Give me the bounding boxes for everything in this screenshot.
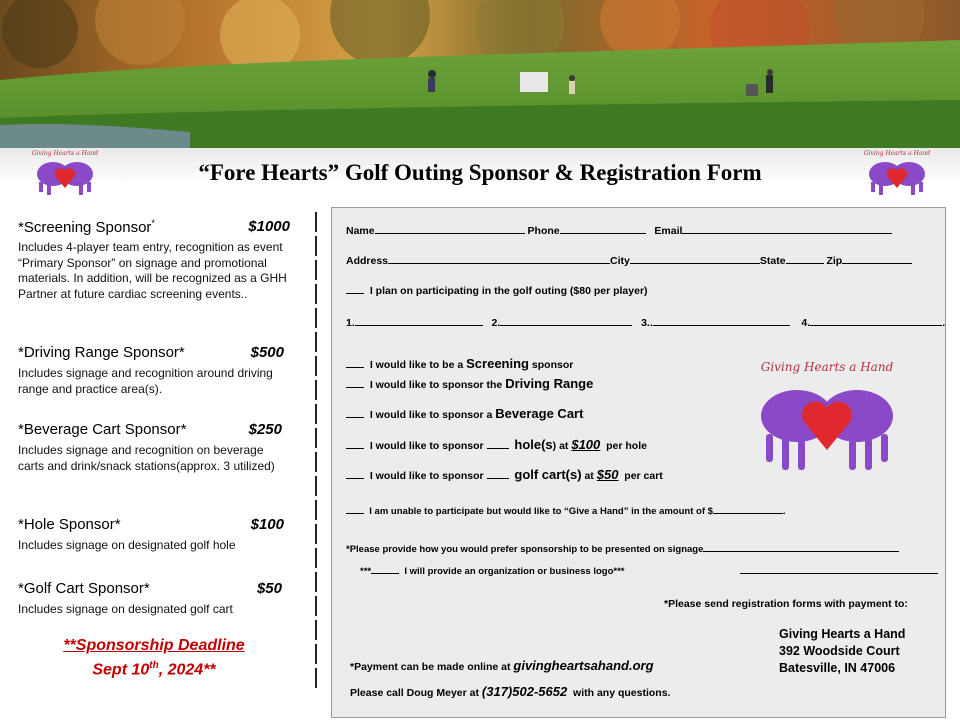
state-field[interactable] [786, 254, 824, 264]
hole-option[interactable]: I would like to sponsor hole(s) at $100 per hole [346, 437, 647, 452]
sponsorship-deadline: **Sponsorship Deadline Sept 10th, 2024** [63, 637, 245, 679]
tier-golf-cart [18, 580, 290, 618]
driving-range-option[interactable]: I would like to sponsor the Driving Range [346, 376, 593, 391]
city-field[interactable] [630, 254, 760, 264]
player-names-row: 1. 2. 3.. 4. . [346, 317, 946, 329]
tier-description: Includes signage and recognition on beverage carts and drink/snack stations(approx. 3 utilized) [18, 443, 275, 473]
signage-field[interactable] [703, 542, 899, 552]
pay-online-note: *Payment can be made online at givingheartsahand.org [350, 658, 654, 673]
address-field[interactable] [388, 254, 610, 264]
tier-price: $250 [248, 421, 282, 438]
player-1-field[interactable] [355, 316, 483, 326]
tier-price: $100 [250, 516, 284, 533]
cart-count-field[interactable] [487, 469, 509, 479]
name-field[interactable] [375, 224, 525, 234]
checkbox-line[interactable] [346, 284, 364, 294]
registration-form [331, 207, 946, 718]
handprint-heart-icon [752, 378, 902, 473]
logo-caption: Giving Hearts a Hand [760, 360, 894, 374]
phone-field[interactable] [560, 224, 646, 234]
contact-note: Please call Doug Meyer at (317)502-5652 with any questions. [350, 684, 671, 699]
player-3-field[interactable] [653, 316, 790, 326]
tier-beverage-cart [18, 421, 290, 474]
tier-name: *Hole Sponsor* [18, 516, 121, 533]
give-a-hand-option[interactable]: I am unable to participate but would like to “Give a Hand” in the amount of $ . [346, 504, 786, 517]
send-instructions: *Please send registration forms with payment to: [664, 598, 908, 610]
tier-description: Includes 4-player team entry, recognition as event “Primary Sponsor” on signage and promotional materials. In addition, will be recognized as a GHH Partner at future cardiac screening events.. [18, 240, 287, 301]
mailing-address: Giving Hearts a Hand 392 Woodside Court Batesville, IN 47006 [779, 627, 906, 675]
tier-hole [18, 516, 290, 554]
tier-description: Includes signage on designated golf cart [18, 602, 233, 616]
tier-description: Includes signage on designated golf hole [18, 538, 236, 552]
player-4-field[interactable] [810, 316, 942, 326]
website-link[interactable]: givingheartsahand.org [513, 658, 654, 673]
logo-caption: Giving Hearts a Hand [863, 150, 931, 157]
tier-name: *Driving Range Sponsor* [18, 344, 185, 361]
logo-option[interactable]: *** I will provide an organization or business logo*** [360, 566, 625, 577]
giving-hearts-logo [742, 358, 912, 478]
email-field[interactable] [682, 224, 892, 234]
logo-caption: Giving Hearts a Hand [31, 150, 99, 157]
address-row: Address City State Zip [346, 254, 912, 267]
tier-price: $50 [256, 580, 282, 597]
player-2-field[interactable] [500, 316, 632, 326]
tier-screening [18, 218, 290, 302]
page-title: “Fore Hearts” Golf Outing Sponsor & Registration Form [198, 160, 762, 185]
contact-row: Name Phone Email [346, 224, 892, 237]
tier-name: *Golf Cart Sponsor* [18, 580, 150, 597]
tier-price: $500 [250, 344, 284, 361]
phone-number: (317)502-5652 [481, 684, 568, 699]
tier-name: *Screening Sponsor* [18, 218, 155, 236]
column-divider [315, 212, 318, 702]
participate-option[interactable]: I plan on participating in the golf outing ($80 per player) [346, 284, 648, 297]
beverage-cart-option[interactable]: I would like to sponsor a Beverage Cart [346, 406, 583, 421]
zip-field[interactable] [842, 254, 912, 264]
signage-field-2[interactable] [740, 564, 938, 577]
signage-request: *Please provide how you would prefer sponsorship to be presented on signage [346, 542, 899, 555]
golf-cart-option[interactable]: I would like to sponsor golf cart(s) at $50 per cart [346, 467, 663, 482]
hole-count-field[interactable] [487, 439, 509, 449]
tier-description: Includes signage and recognition around driving range and practice area(s). [18, 366, 273, 396]
tier-driving-range [18, 344, 290, 397]
tier-name: *Beverage Cart Sponsor* [18, 421, 187, 438]
donation-amount-field[interactable] [713, 504, 783, 514]
screening-option[interactable]: I would like to be a Screening sponsor [346, 356, 573, 371]
header-banner-image [0, 0, 960, 148]
tier-price: $1000 [248, 218, 290, 235]
